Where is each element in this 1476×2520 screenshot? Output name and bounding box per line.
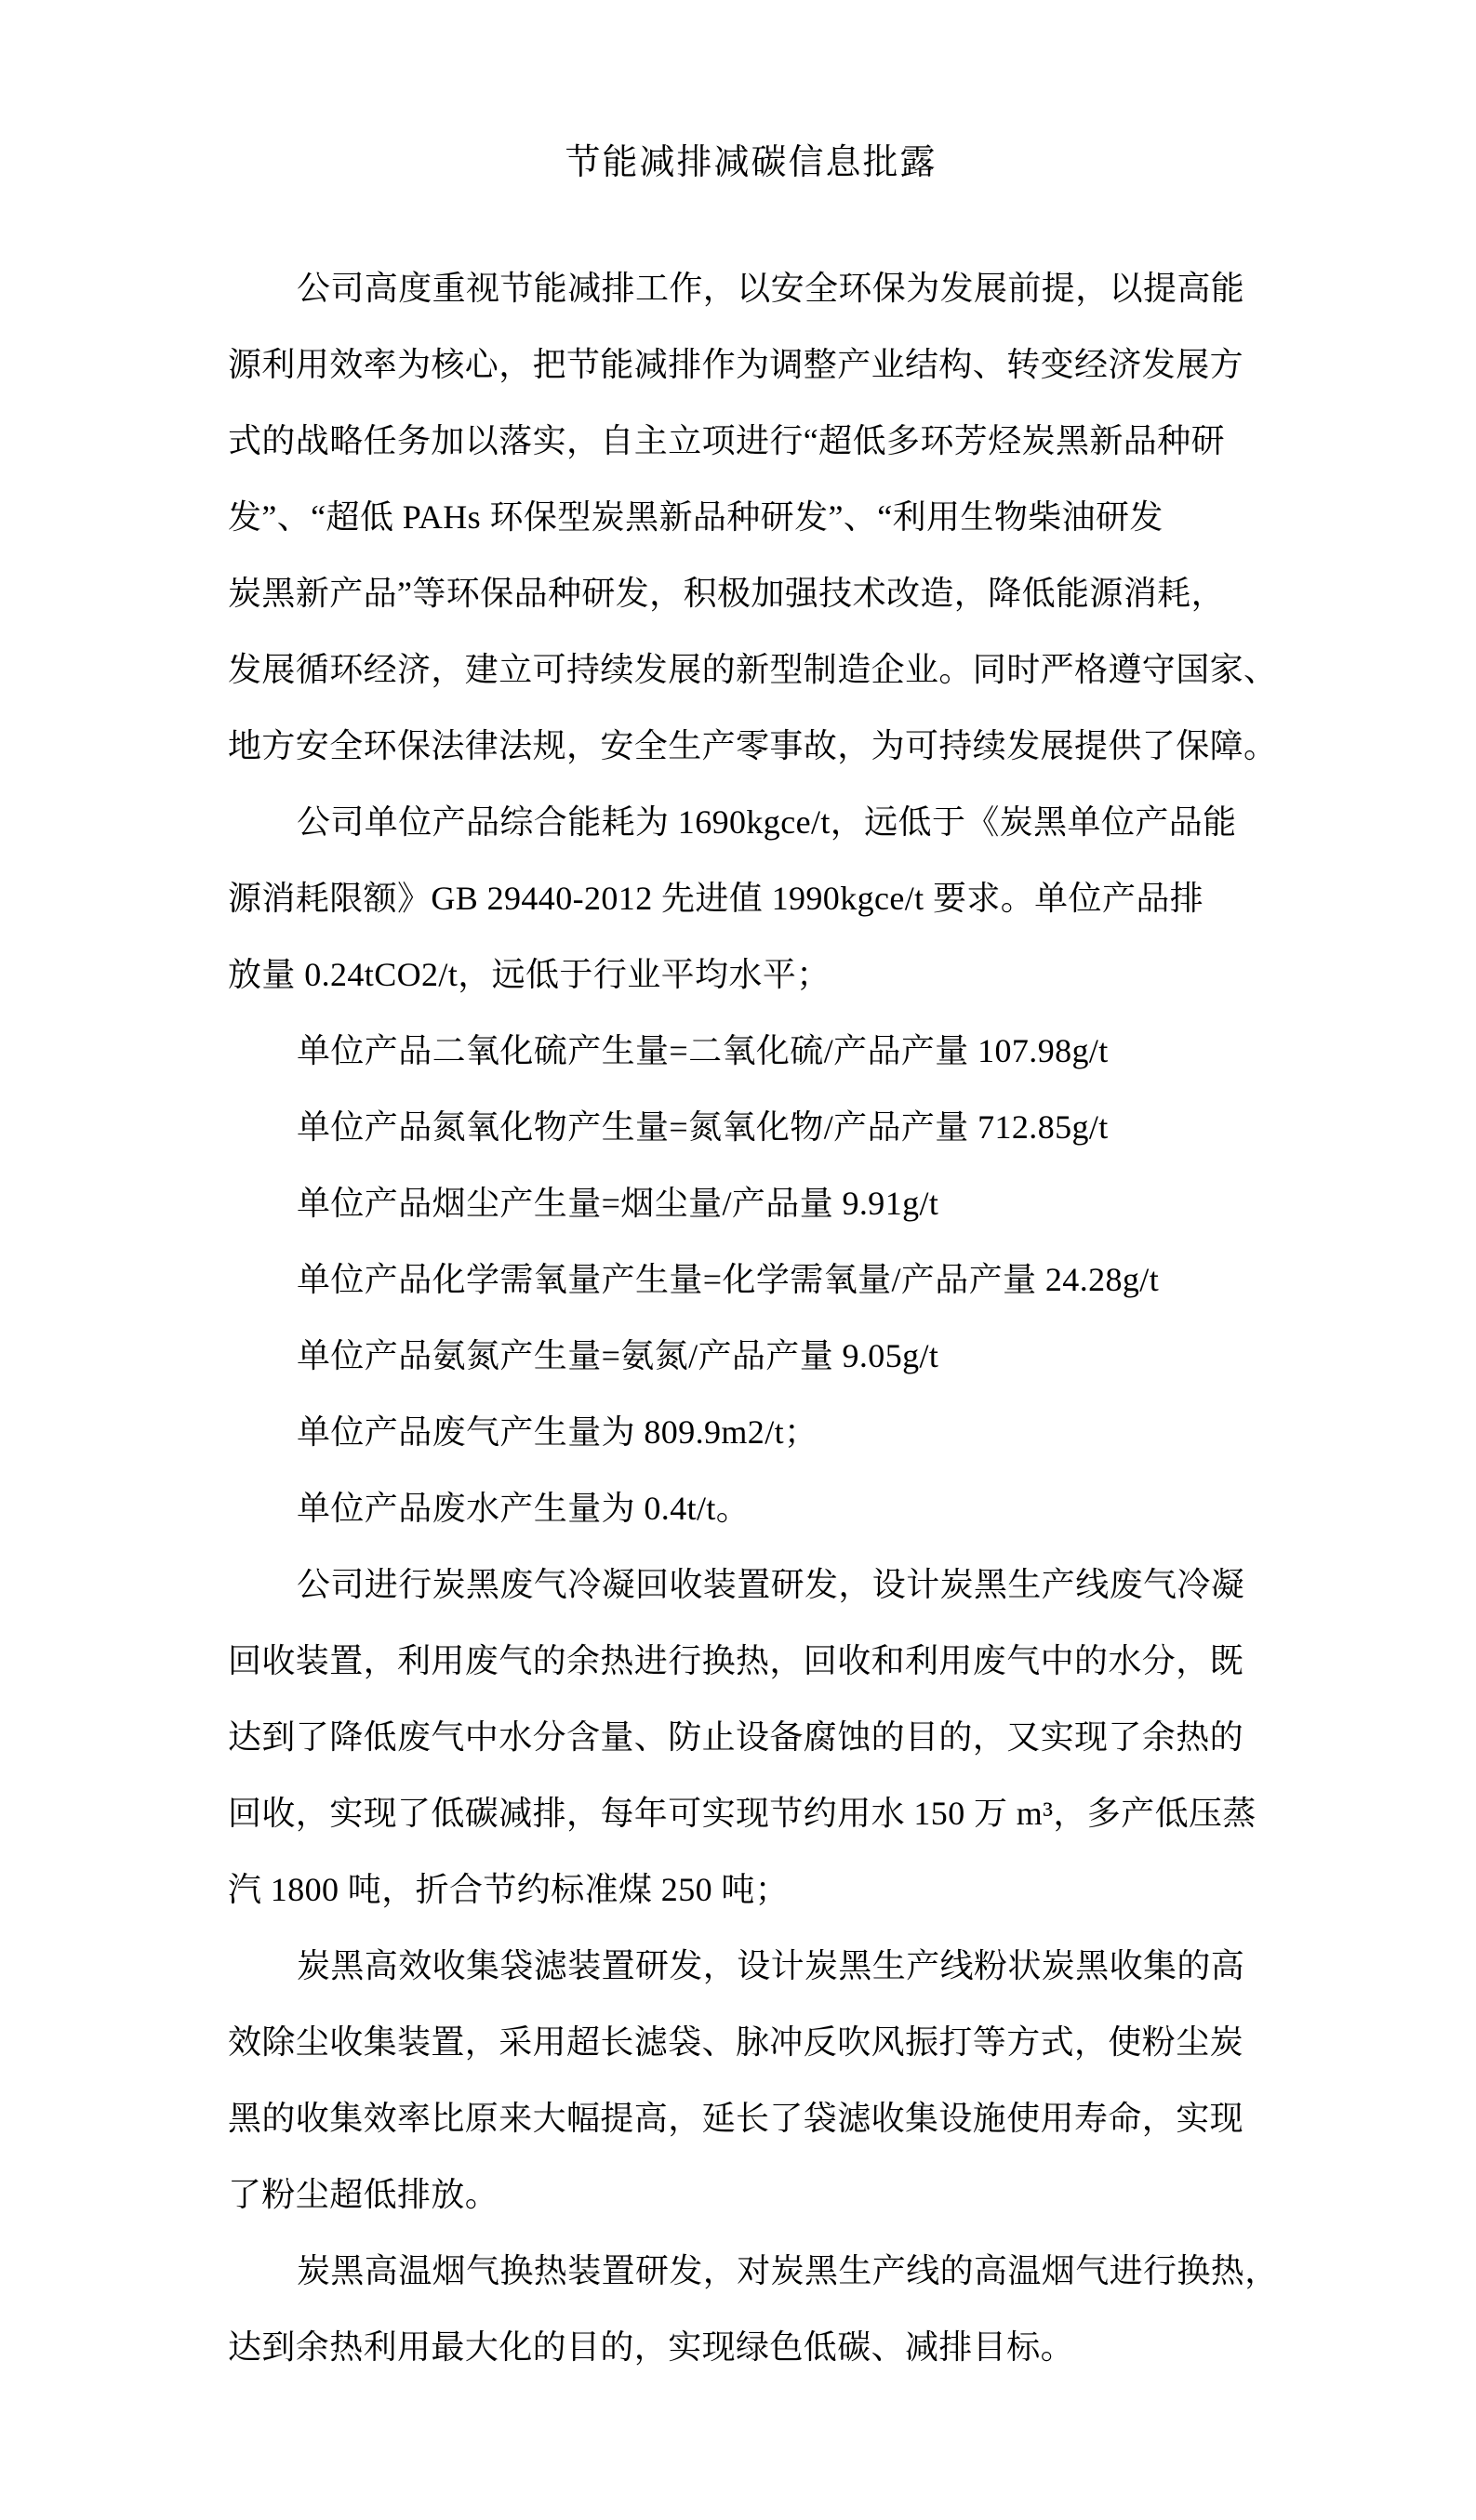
text-line: 回收，实现了低碳减排，每年可实现节约用水 150 万 m³，多产低压蒸	[228, 1795, 1257, 1832]
text-line: 单位产品烟尘产生量=烟尘量/产品量 9.91g/t	[297, 1185, 939, 1222]
text-line: 单位产品二氧化硫产生量=二氧化硫/产品产量 107.98g/t	[297, 1032, 1109, 1069]
text-line: 源消耗限额》GB 29440-2012 先进值 1990kgce/t 要求。单位产品排	[228, 880, 1204, 917]
paragraph	[228, 1470, 1276, 1546]
text-line: 单位产品氨氮产生量=氨氮/产品产量 9.05g/t	[297, 1337, 939, 1374]
text-line: 单位产品化学需氧量产生量=化学需氧量/产品产量 24.28g/t	[297, 1261, 1160, 1298]
text-line: 炭黑高效收集袋滤装置研发，设计炭黑生产线粉状炭黑收集的高	[297, 1947, 1245, 1984]
text-line: 汽 1800 吨，折合节约标准煤 250 吨；	[228, 1871, 790, 1908]
text-line: 放量 0.24tCO2/t，远低于行业平均水平；	[228, 956, 831, 993]
paragraph	[228, 1318, 1276, 1394]
text-line: 源利用效率为核心，把节能减排作为调整产业结构、转变经济发展方	[228, 346, 1244, 383]
paragraph	[228, 1089, 1276, 1165]
paragraph	[228, 2233, 1279, 2385]
text-line: 发展循环经济，建立可持续发展的新型制造企业。同时严格遵守国家、	[228, 651, 1278, 688]
text-line: 炭黑高温烟气换热装置研发，对炭黑生产线的高温烟气进行换热，	[297, 2252, 1279, 2289]
paragraph	[228, 784, 1276, 1013]
paragraph	[228, 250, 1276, 784]
text-line: 式的战略任务加以落实，自主立项进行“超低多环芳烃炭黑新品种研	[228, 422, 1225, 459]
paragraph	[228, 1013, 1276, 1089]
text-line: 地方安全环保法律法规，安全生产零事故，为可持续发展提供了保障。	[228, 727, 1278, 764]
paragraph	[228, 1165, 1276, 1241]
document-title: 节能减排减碳信息批露	[565, 143, 937, 182]
text-line: 效除尘收集装置，采用超长滤袋、脉冲反吹风振打等方式，使粉尘炭	[228, 2023, 1244, 2061]
paragraph	[228, 1546, 1276, 1928]
text-line: 单位产品废气产生量为 809.9m2/t；	[297, 1413, 818, 1451]
text-line: 单位产品氮氧化物产生量=氮氧化物/产品产量 712.85g/t	[297, 1108, 1109, 1146]
paragraph	[228, 1241, 1276, 1318]
paragraph	[228, 1394, 1276, 1470]
paragraph	[228, 1928, 1276, 2233]
text-line: 达到了降低废气中水分含量、防止设备腐蚀的目的，又实现了余热的	[228, 1718, 1244, 1756]
text-line: 单位产品废水产生量为 0.4t/t。	[297, 1490, 751, 1527]
text-line: 炭黑新产品”等环保品种研发，积极加强技术改造，降低能源消耗，	[228, 575, 1225, 612]
text-line: 回收装置，利用废气的余热进行换热，回收和利用废气中的水分，既	[228, 1642, 1244, 1679]
text-line: 公司高度重视节能减排工作，以安全环保为发展前提，以提高能	[297, 270, 1245, 307]
text-line: 达到余热利用最大化的目的，实现绿色低碳、减排目标。	[228, 2328, 1075, 2366]
text-line: 公司单位产品综合能耗为 1690kgce/t，远低于《炭黑单位产品能	[297, 803, 1237, 841]
text-line: 公司进行炭黑废气冷凝回收装置研发，设计炭黑生产线废气冷凝	[297, 1566, 1245, 1603]
document-body	[228, 250, 1279, 2385]
text-line: 黑的收集效率比原来大幅提高，延长了袋滤收集设施使用寿命，实现	[228, 2100, 1244, 2137]
text-line: 了粉尘超低排放。	[228, 2176, 499, 2213]
text-line: 发”、“超低 PAHs 环保型炭黑新品种研发”、“利用生物柴油研发	[228, 498, 1164, 536]
